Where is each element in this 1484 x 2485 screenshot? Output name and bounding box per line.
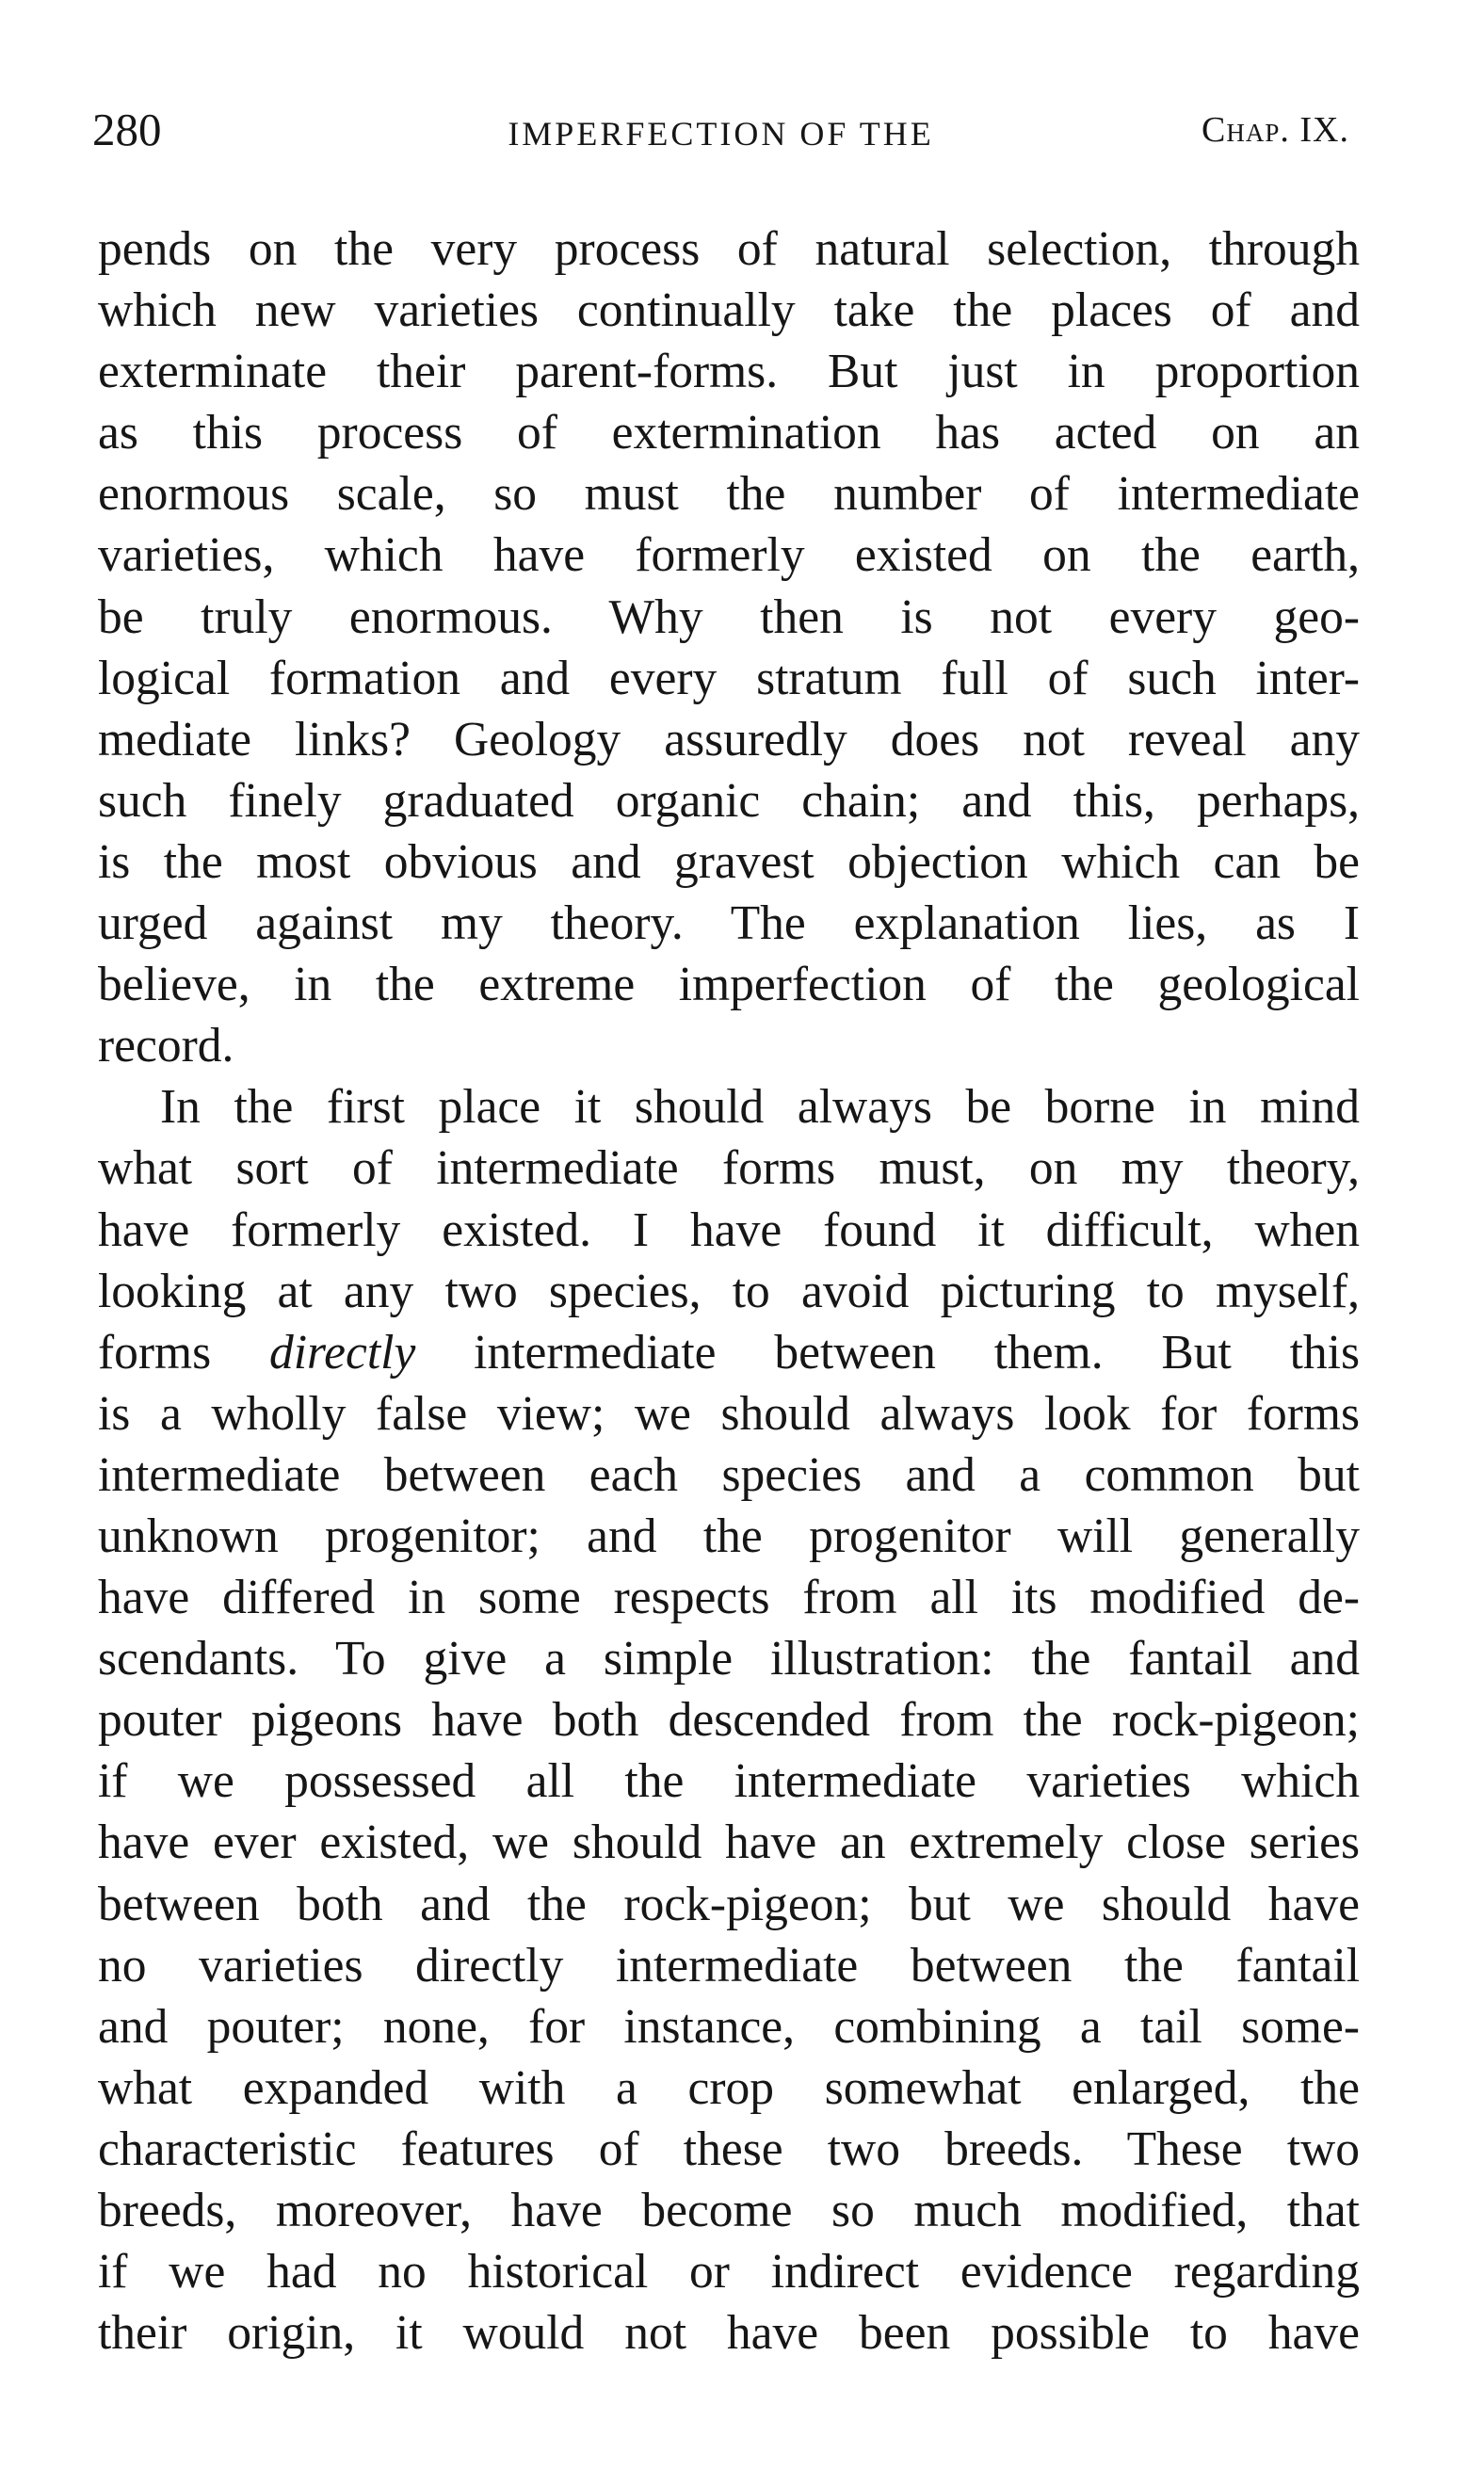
text-line: if we possessed all the intermediate varieties which [98,1754,1360,1809]
text-line: scendants. To give a simple illustration: the fantail and [98,1632,1360,1686]
running-head-title: IMPERFECTION OF THE [508,115,934,153]
text-line: enormous scale, so must the number of intermediate [98,467,1360,522]
text-segment: forms [98,1325,269,1380]
text-line: no varieties directly intermediate between the fantail [98,1938,1360,1993]
text-line: have ever existed, we should have an extremely close series [98,1815,1360,1870]
page-number: 280 [92,104,162,155]
text-line: mediate links? Geology assuredly does not reveal any [98,712,1360,766]
text-line: their origin, it would not have been possible to have [98,2306,1360,2361]
text-line: such finely graduated organic chain; and this, perhaps, [98,773,1360,828]
text-line: unknown progenitor; and the progenitor will generally [98,1509,1360,1563]
paragraph-1 [98,218,1360,1076]
text-line: believe, in the extreme imperfection of the geological [98,958,1360,1012]
paragraph-2 [98,1076,1360,2364]
text-line: which new varieties continually take the places of and [98,283,1360,338]
text-segment: intermediate between them. But this [415,1325,1360,1380]
text-line: intermediate between each species and a common but [98,1447,1360,1502]
text-line: have differed in some respects from all its modified de- [98,1571,1360,1625]
text-line-with-italic [98,1322,1360,1383]
text-line: is the most obvious and gravest objection which can be [98,834,1360,889]
text-line: pends on the very process of natural selection, through [98,222,1360,276]
text-line: is a wholly false view; we should always look for forms [98,1386,1360,1441]
text-line: if we had no historical or indirect evidence regarding [98,2245,1360,2299]
text-line: as this process of extermination has acted on an [98,406,1360,460]
text-line: what expanded with a crop somewhat enlarged, the [98,2060,1360,2115]
body-text [98,218,1360,2364]
text-line: In the first place it should always be borne in mind [160,1080,1360,1135]
text-line: characteristic features of these two breeds. These two [98,2122,1360,2176]
text-line: logical formation and every stratum full of such inter- [98,651,1360,705]
text-line: exterminate their parent-forms. But just in proportion [98,345,1360,399]
text-line: varieties, which have formerly existed on the earth, [98,528,1360,583]
text-line: between both and the rock-pigeon; but we should have [98,1877,1360,1931]
text-line: looking at any two species, to avoid picturing to myself, [98,1264,1360,1318]
text-line: be truly enormous. Why then is not every geo- [98,589,1360,644]
text-line: urged against my theory. The explanation lies, as I [98,896,1360,951]
text-line: what sort of intermediate forms must, on my theory, [98,1141,1360,1196]
text-line: record. [98,1019,234,1073]
text-line: breeds, moreover, have become so much modified, that [98,2184,1360,2237]
italic-emphasis: directly [268,1325,416,1380]
text-line: have formerly existed. I have found it difficult, when [98,1202,1360,1257]
running-head [92,102,1349,158]
text-line: pouter pigeons have both descended from the rock-pigeon; [98,1693,1360,1748]
text-line: and pouter; none, for instance, combining a tail some- [98,1999,1360,2054]
chapter-label: Chap. IX. [1202,110,1349,150]
